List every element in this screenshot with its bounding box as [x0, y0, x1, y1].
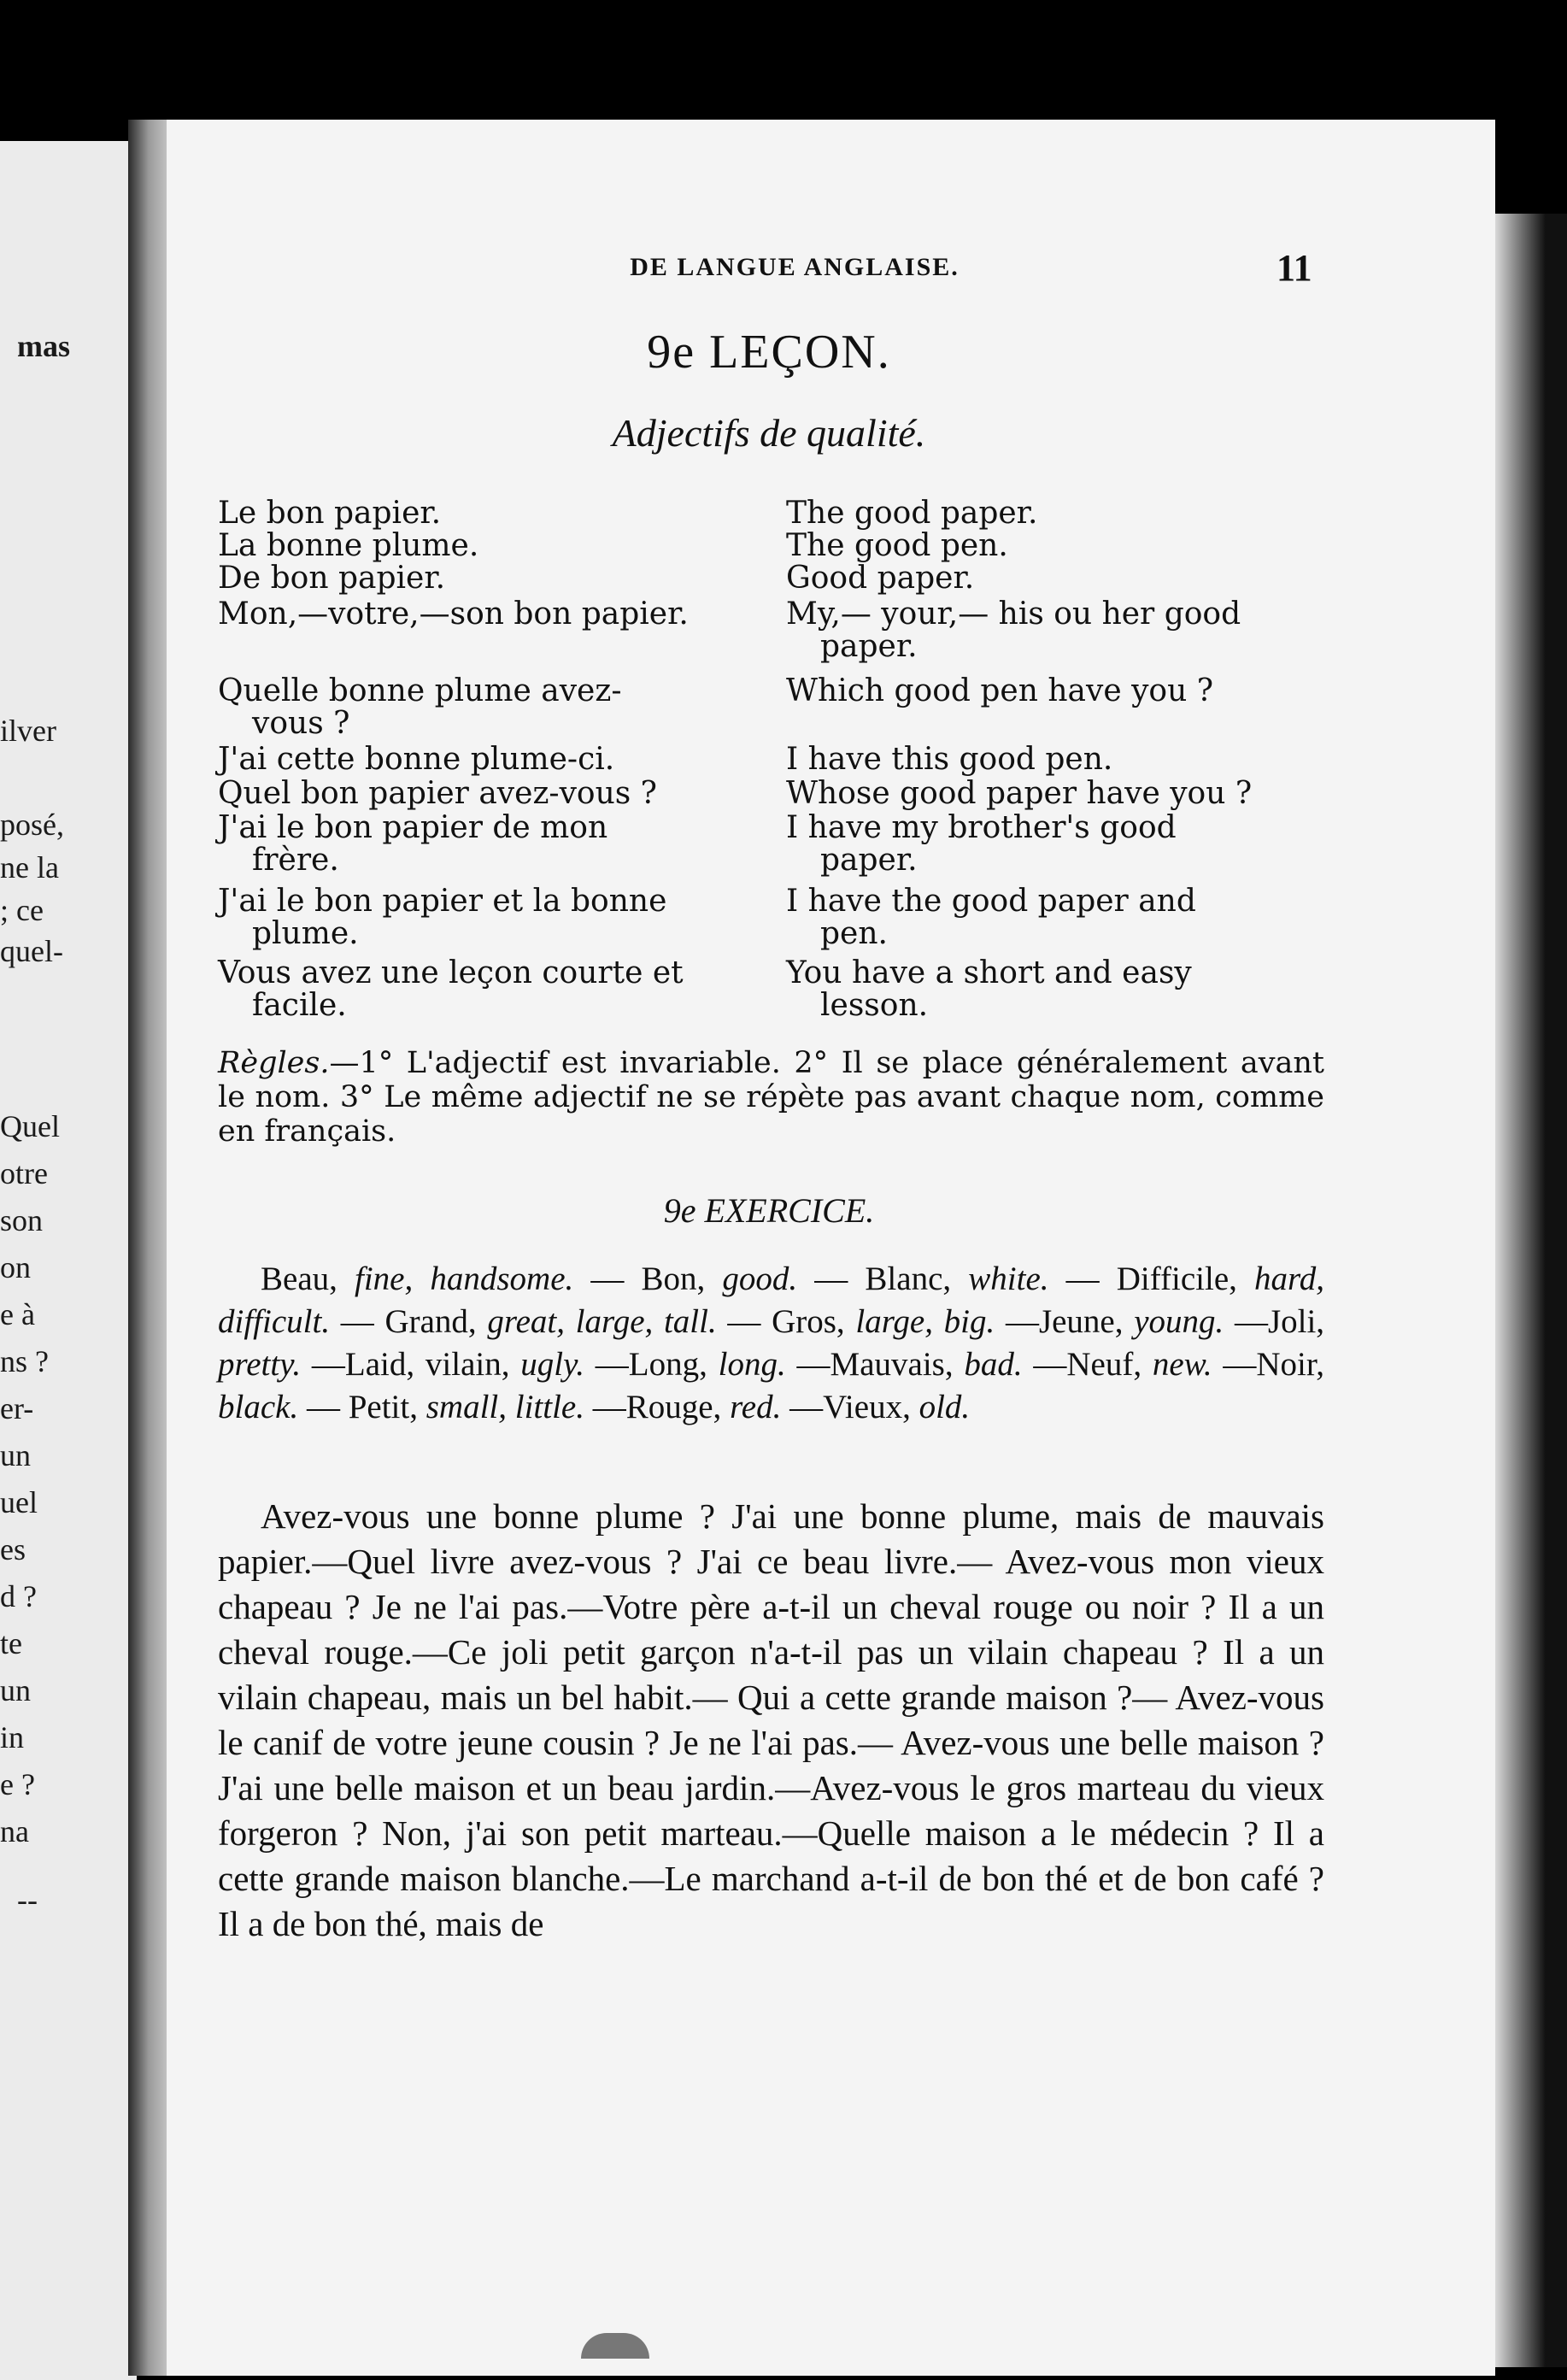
french-phrase	[218, 812, 752, 877]
vocab-fr: Beau,	[261, 1261, 337, 1297]
vocab-fr: —Neuf,	[1033, 1346, 1142, 1383]
vocab-fr: —Rouge,	[592, 1389, 722, 1425]
left-fragment: otre	[0, 1156, 48, 1190]
left-fragment: un	[0, 1673, 31, 1707]
left-fragment: ilver	[0, 714, 56, 748]
left-fragment: te	[0, 1626, 22, 1660]
left-fragment: uel	[0, 1485, 38, 1519]
vocab-fr: — Blanc,	[814, 1261, 952, 1297]
vocab-en: black.	[218, 1389, 299, 1425]
english-line-continued: lesson.	[820, 988, 929, 1023]
running-head: DE LANGUE ANGLAISE.	[630, 253, 960, 281]
left-fragment: posé,	[0, 808, 64, 842]
english-line: I have my brother's good	[786, 810, 1177, 845]
french-line-continued: frère.	[252, 843, 339, 878]
vocab-en: ugly.	[520, 1346, 584, 1383]
french-phrase	[218, 675, 752, 740]
english-phrase	[786, 598, 1324, 663]
book-page	[167, 120, 1495, 2376]
english-phrase: The good paper.	[786, 496, 1038, 531]
english-line-continued: paper.	[820, 629, 918, 664]
vocab-en: long.	[718, 1346, 786, 1383]
french-phrase: La bonne plume.	[218, 528, 479, 563]
vocab-fr: — Gros,	[727, 1303, 845, 1340]
page-number: 11	[1276, 247, 1312, 289]
vocab-en: great, large, tall.	[487, 1303, 717, 1340]
english-line: My,— your,— his ou her good	[786, 596, 1241, 632]
vocab-fr: —Long,	[595, 1346, 707, 1383]
left-fragment: mas	[17, 329, 70, 363]
english-phrase: Whose good paper have you ?	[786, 776, 1253, 811]
left-fragment: es	[0, 1532, 26, 1566]
vocabulary-list	[218, 1258, 1324, 1429]
lesson-title: 9e LEÇON.	[647, 326, 891, 379]
vocab-en: red.	[730, 1389, 782, 1425]
left-fragment: na	[0, 1814, 29, 1848]
english-phrase: The good pen.	[786, 528, 1008, 563]
left-fragment: ns ?	[0, 1344, 49, 1378]
french-phrase	[218, 885, 752, 950]
french-line: J'ai le bon papier et la bonne	[218, 884, 667, 919]
vocab-en: white.	[968, 1261, 1049, 1297]
left-fragment: --	[17, 1883, 38, 1917]
french-phrase: J'ai cette bonne plume-ci.	[218, 742, 615, 777]
left-fragment: on	[0, 1250, 31, 1284]
exercise-title: 9e EXERCICE.	[663, 1191, 875, 1230]
vocab-en: bad.	[964, 1346, 1023, 1383]
vocab-fr: —Vieux,	[789, 1389, 911, 1425]
left-fragment: d ?	[0, 1579, 37, 1613]
vocab-fr: — Difficile,	[1065, 1261, 1237, 1297]
vocab-en: small, little.	[425, 1389, 584, 1425]
vocab-fr: —Mauvais,	[796, 1346, 954, 1383]
vocab-en: good.	[722, 1261, 798, 1297]
rules-text: —1° L'adjectif est invariable. 2° Il se place généralement avant le nom. 3° Le même adjectif ne se répète pas avant chaque nom, comme en français.	[218, 1046, 1324, 1149]
left-fragment: in	[0, 1720, 25, 1754]
left-fragment: e à	[0, 1297, 35, 1331]
english-phrase	[786, 957, 1324, 1022]
french-line-continued: facile.	[252, 988, 347, 1023]
rules-label: Règles.	[218, 1046, 330, 1080]
page-edge-shadow	[1495, 214, 1567, 2367]
left-fragment: ; ce	[0, 893, 44, 927]
left-fragment: ne la	[0, 850, 59, 884]
left-fragment: son	[0, 1203, 44, 1237]
english-line: You have a short and easy	[786, 955, 1192, 990]
vocab-en: hard, difficult.	[218, 1261, 1325, 1340]
french-phrase: De bon papier.	[218, 561, 446, 596]
french-phrase: Quel bon papier avez-vous ?	[218, 776, 657, 811]
french-phrase: Mon,—votre,—son bon papier.	[218, 596, 689, 632]
english-line-continued: pen.	[820, 916, 888, 951]
english-line: I have the good paper and	[786, 884, 1196, 919]
english-line-continued: paper.	[820, 843, 918, 878]
left-fragment: quel-	[0, 934, 63, 968]
vocab-en: young.	[1134, 1303, 1224, 1340]
french-phrase: Le bon papier.	[218, 496, 442, 531]
left-fragment: un	[0, 1438, 31, 1472]
vocab-en: pretty.	[218, 1346, 302, 1383]
vocab-fr: — Bon,	[590, 1261, 706, 1297]
english-phrase: I have this good pen.	[786, 742, 1113, 777]
vocab-en: large, big.	[855, 1303, 995, 1340]
left-fragment: er-	[0, 1391, 34, 1425]
french-line-continued: plume.	[252, 916, 359, 951]
lesson-subtitle: Adjectifs de qualité.	[612, 411, 926, 455]
grammar-rules	[218, 1046, 1324, 1149]
english-phrase: Good paper.	[786, 561, 975, 596]
vocab-en: fine, handsome.	[355, 1261, 574, 1297]
vocab-fr: — Grand,	[340, 1303, 477, 1340]
left-fragment: Quel	[0, 1109, 60, 1143]
vocab-fr: —Joli,	[1234, 1303, 1325, 1340]
left-fragment: e ?	[0, 1767, 35, 1801]
english-phrase	[786, 812, 1324, 877]
french-line-continued: vous ?	[252, 706, 350, 741]
french-phrase	[218, 957, 752, 1022]
left-page-fragment	[0, 141, 137, 2380]
french-line: Vous avez une leçon courte et	[218, 955, 684, 990]
english-phrase	[786, 885, 1324, 950]
vocab-fr: —Noir,	[1223, 1346, 1325, 1383]
vocab-fr: —Jeune,	[1005, 1303, 1124, 1340]
vocab-en: new.	[1152, 1346, 1212, 1383]
exercise-text: Avez-vous une bonne plume ? J'ai une bonne plume, mais de mauvais papier.—Quel livre avez-vous ? J'ai ce beau livre.— Avez-vous mon vieux chapeau ? Je ne l'ai pas.—Votre père a-t-il un cheval rouge ou noir ? Il a un cheval rouge.—Ce joli petit garçon n'a-t-il pas un vilain chapeau ? Il a un vilain chapeau, mais un bel habit.— Qui a cette grande maison ?— Avez-vous le canif de votre jeune cousin ? Je ne l'ai pas.— Avez-vous une belle maison ? J'ai une belle maison et un beau jardin.—Avez-vous le gros marteau du vieux forgeron ? Non, j'ai son petit marteau.—Quelle maison a le médecin ? Il a cette grande maison blanche.—Le marchand a-t-il de bon thé et de bon café ? Il a de bon thé, mais de	[218, 1496, 1324, 1943]
vocab-en: old.	[918, 1389, 971, 1425]
french-line: Quelle bonne plume avez-	[218, 673, 622, 708]
vocab-fr: —Laid, vilain,	[311, 1346, 510, 1383]
english-phrase: Which good pen have you ?	[786, 673, 1214, 708]
french-line: J'ai le bon papier de mon	[218, 810, 608, 845]
vocab-fr: — Petit,	[306, 1389, 418, 1425]
